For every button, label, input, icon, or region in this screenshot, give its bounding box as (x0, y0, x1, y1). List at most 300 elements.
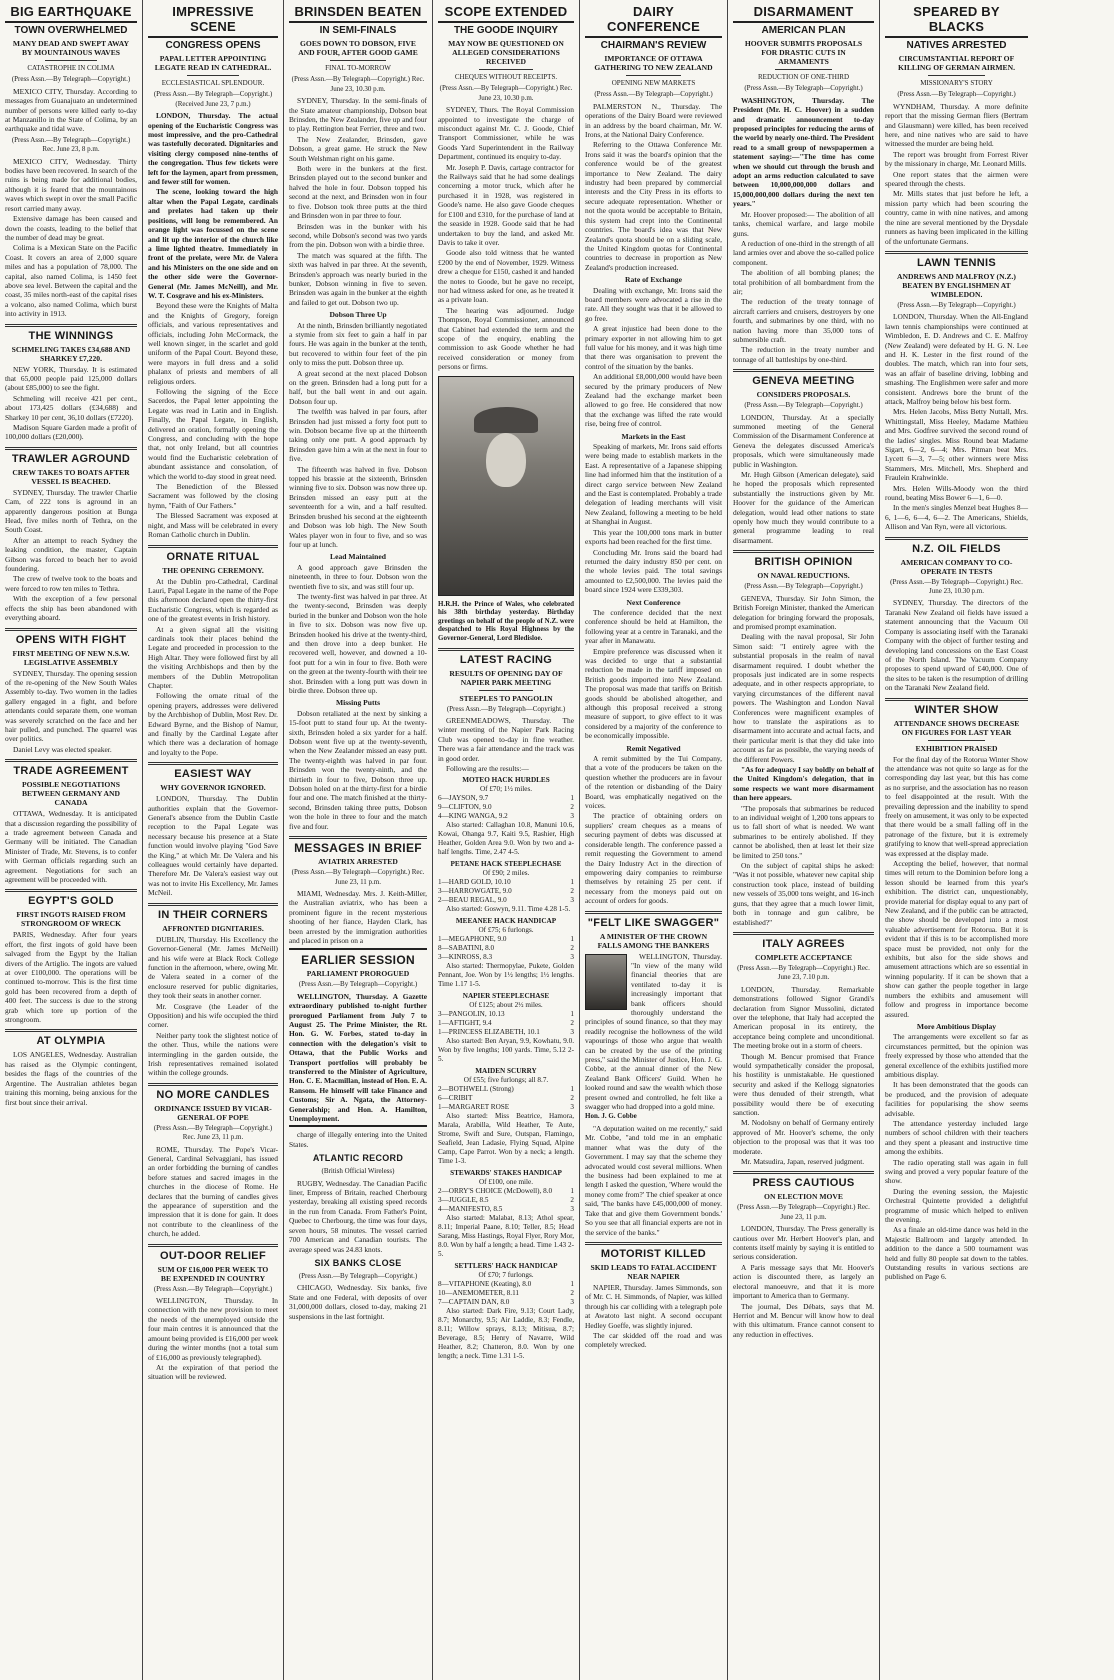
race-placing (438, 1010, 574, 1019)
winnings-body (5, 365, 137, 442)
credit-line: (Press Assn.—By Telegraph—Copyright.) (Received June 23, 7 p.m.) (153, 90, 273, 108)
scene-deck2: ECCLESIASTICAL SPLENDOUR. (161, 79, 265, 87)
scene-headline: IMPRESSIVE SCENE (148, 4, 278, 38)
oil-body (885, 578, 1028, 693)
paragraph: WELLINGTON, Thursday. "In view of the many wild financial theories that are ventilated to-day it is increasingly important that bank officers should thoroughly understand the principles of sound finance, so that they may readily recognise the hollowness of the wild vapourings of those who argue that wealth can be created by the use of the printing press," said the Minister of Justice, Hon. J. G. Cobbe, at the annual dinner of the New Zealand Bank Officers' Guild. When he looked round and saw the wealth which those present owned and controlled, he felt like a swagger who had dropped into a gold mine. (585, 951, 722, 1112)
paragraph: Mr. Hugh Gibson (American delegate), said he hoped the proposals which represented substantially the instructions given by Mr. Hoover for the guidance of the American delegation, would lead other nations to state openly how much they would contribute to a general programme leading to real disarmament. (733, 470, 874, 545)
divider (148, 762, 278, 765)
corners-deck: AFFRONTED DIGNITARIES. (162, 923, 264, 933)
paragraph: The attendance yesterday included large numbers of school children with their teachers and they spent a pleasant and instructive time among the exhibits. (885, 1118, 1028, 1157)
horse-name: 3—PANGOLIN, 10.13 (438, 1010, 505, 1019)
relief-headline: OUT-DOOR RELIEF (160, 1249, 266, 1262)
divider (148, 903, 278, 906)
paragraph: The crew of twelve took to the boats and were forced to row ten miles to Tethra. (5, 574, 137, 593)
horse-position: 2 (570, 1019, 574, 1028)
candles-body (148, 1124, 278, 1239)
paragraph: LONDON, Thursday. The actual opening of the Eucharistic Congress was most impressive, and the pro-Cathedral was tastefully decorated. Dignitaries and visiting clergy composed nine-tenths of the congregation. Thus few tickets were left for the laymen, apart from pressmen, and fewer still for women. (148, 111, 278, 187)
race-placing (438, 1094, 574, 1103)
divider (928, 75, 985, 76)
paragraph: A remit submitted by the Tui Company, that a vote of the producers be taken on the question whether the producers are in favour of the retention or disbanding of the Dairy Board, was emphatically negatived on the voices. (585, 754, 722, 811)
paragraph: The practice of obtaining orders on suppliers' cream cheques as a means of securing payment of debts was discussed at considerable length. The conference passed a remit requesting the Government to amend the Dairy Industry Act in the direction of empowering dairy companies to reimburse themselves by retaining 25 per cent. if necessary from the moneys paid out on account of orders for goods. (585, 811, 722, 906)
paragraph: SYDNEY, Thursday. The trawler Charlie Cam, of 222 tons is aground in an apparently dangerous position at Bunga Head, five miles north of Tethra, on the South Coast. (5, 487, 137, 535)
divider (5, 889, 137, 892)
winter-show-deck2: EXHIBITION PRAISED (915, 743, 998, 753)
paragraph: The report was brought from Forrest River by the missionary in charge, Mr. Leonard Mills. (885, 149, 1028, 169)
credit-line: (Press Assn.—By Telegraph—Copyright.) (744, 84, 863, 93)
race-placing (438, 1289, 574, 1298)
paragraph: LONDON, Thursday. When the All-England lawn tennis championships were continued at Wimbledon, E. D. Andrews and C. E. Malfroy (New Zealand) were defeated by H. G. N. Lee and H. K. Lester in the first round of the doubles. The match, which ran into four sets, was an affair of baseline driving, lobbing and smashing. The Englishmen were safer and more consistent. Andrews bore the brunt of the attack, Malfroy being below his best form. (885, 312, 1028, 406)
horse-position: 1 (570, 1085, 574, 1094)
race-purse: Of £90; 2 miles. (482, 869, 530, 878)
paragraph: The journal, Des Débats, says that M. Herriot and M. Bencur will know how to deal with this ultimatum. France cannot consent to any reduction in effectives. (733, 1301, 874, 1339)
horse-position: 3 (570, 1028, 574, 1037)
paragraph: The match was squared at the fifth. The sixth was halved in par three. At the seventh, Brinsden's approach was nearly buried in the bunker, Dobson winning in five to seven. Brinsden was again in the bunker at the eighth and failed to get out. Dobson two up. (289, 250, 427, 307)
paragraph: WYNDHAM, Thursday. A more definite report that the missing German fliers (Bertram and Glausmann) were killed, has been received here, and nine natives who are said to have witnessed the murder are being held. (885, 101, 1028, 149)
geneva-body (733, 401, 874, 545)
credit-line: (Press Assn.—By Telegraph—Copyright.) Rec. June 23, 11 p.m. (291, 868, 425, 886)
cobbe-portrait (585, 954, 627, 1010)
race-placing (438, 935, 574, 944)
divider (330, 60, 385, 61)
credit-line: (Press Assn.—By Telegraph—Copyright.) (897, 300, 1016, 309)
paragraph: Brinsden was in the bunker with his second, while Dobson's second was two yards from the pin. Dobson won with a birdie three. (289, 221, 427, 250)
paragraph: The hearing was adjourned. Judge Thompson, Royal Commissioner, announced that Cabinet had extended the term and the scope of the enquiry, enabling the commission to ask Goode whether he had received consideration or money from persons or firms. (438, 305, 574, 372)
horse-name: 9—CLIFTON, 9.0 (438, 803, 492, 812)
column-6 (728, 0, 880, 1680)
race-title: MOTEO HACK HURDLES (462, 776, 550, 785)
olympia-headline: AT OLYMPIA (36, 1035, 106, 1048)
candles-headline: NO MORE CANDLES (156, 1088, 270, 1101)
paragraph: Referring to the Ottawa Conference Mr. Irons said it was the board's opinion that the conference would be of the greatest importance to New Zealand. The dairy industry had been prepared by commercial interests and the City Press in its efforts to secure adequate representation. Whether or not the quota would be acceptable to Britain, this system had crept into the Continental countries. The board's idea was that New Zealand's quota should be on a sliding scale, the United Kingdom quotas for Continental countries to decrease in proportion as New Zealand's production increased. (585, 140, 722, 272)
credit-line: (Press Assn.—By Telegraph—Copyright.) Rec. June 23, 11 p.m. (153, 1123, 273, 1142)
horse-name: 6—JAYSON, 9.7 (438, 794, 489, 803)
divider (5, 1029, 137, 1032)
divider (438, 648, 574, 651)
scene-deck: PAPAL LETTER APPOINTING LEGATE READ IN CATHEDRAL. (154, 54, 272, 72)
race-notes: Also started: Ben Aryan, 9.9, Kowhatu, 9.0. Won by five lengths; 100 yards. Time, 5.12 2-5. (438, 1037, 574, 1064)
subheading: Rate of Exchange (625, 275, 682, 285)
horse-position: 3 (570, 1205, 574, 1214)
session-body (289, 980, 427, 1123)
horse-name: 2—BEAU REGAL, 9.0 (438, 896, 507, 905)
credit-line: (Press Assn.—By Telegraph—Copyright.) Rec. June 23, 10.30 p.m. (890, 577, 1023, 596)
brief-body (289, 868, 427, 945)
subheading: Remit Negatived (626, 743, 681, 753)
paragraph: Mr. Matsudira, Japan, reserved judgment. (741, 1157, 865, 1167)
race-purse: Of £70; 7 furlongs. (478, 1271, 534, 1280)
racing-headline: LATEST RACING (459, 653, 553, 666)
paragraph: RUGBY, Wednesday. The Canadian Pacific liner, Empress of Britain, reached Cherbourg yesterday, breaking all existing speed records in the run from Canada. From Father's Point, Quebec to Cherbourg, the time was four days, seven hours, 58 minutes. The vessel carried 700 American and Canadian tourists. The average speed was 24.83 knots. (289, 1178, 427, 1254)
horse-name: 7—CAPTAIN DAN, 8.0 (438, 1298, 510, 1307)
credit-line: (Press Assn.—By Telegraph—Copyright.) (11, 75, 131, 84)
paragraph: PARIS, Wednesday. After four years effort, the first ingots of gold have been salvaged from the Egypt by the Italian divers of the Artiglio. The ingots are valued at over £100,000. The operations will be continued to-morrow. This is the first time gold has been recovered from a depth of 400 feet. The success is due to the strong grab which tore up portion of the strongroom. (5, 930, 137, 1025)
paragraph: LONDON, Thursday. The Dublin authorities explain that the Governor-General's absence from the Dublin Castle reception to the Papal Legate was necessary because his presence at a State function would involve playing "God Save the King," at which Mr. De Valera and his colleagues would certainly have departed. Therefore Mr. De Valera's easiest way out was not to invite His Excellency, Mr. James McNeil. (148, 794, 278, 898)
scope-headline: SCOPE EXTENDED (438, 4, 574, 23)
paragraph: This year the 100,000 tons mark in butter exports had been reached for the first time. (585, 527, 722, 547)
paragraph: An additional £8,000,000 would have been secured by the primary producers of New Zealand had the exchange market been allowed to go free. He considered that now that the exchange was lifted the rate would rise, being free of control. (585, 372, 722, 429)
racing-deck: RESULTS OF OPENING DAY OF NAPIER PARK MEETING (449, 668, 563, 687)
column-1 (0, 0, 143, 1680)
egypt-deck: FIRST INGOTS RAISED FROM STRONGROOM OF WRECK (16, 910, 126, 929)
earthquake-subhead: TOWN OVERWHELMED (14, 25, 128, 36)
speared-body (885, 90, 1028, 246)
atlantic-body (289, 1167, 427, 1254)
racing-body (438, 705, 574, 774)
brinsden-deck: GOES DOWN TO DOBSON, FIVE AND FOUR, AFTER GOOD GAME (298, 39, 418, 57)
paragraph: PALMERSTON N., Thursday. The operations of the Dairy Board were reviewed in an address by the board chairman, Mr. W. Irons, at the National Dairy Conference. (585, 101, 722, 140)
paragraph: Though M. Bencur promised that France would sympathetically consider the proposal, his hostility is unmistakable. He questioned security and asked if the Kellogg signatories were thus denuded of their strength, what possibility would there be of executing sanction. (733, 1051, 874, 1117)
paragraph: Mr. Cosgrave (the Leader of the Opposition) and his wife occupied the third corner. (148, 1001, 278, 1030)
paragraph: One report states that the airmen were speared through the chests. (885, 169, 1028, 189)
paragraph: Extensive damage has been caused and down the coasts, leading to the belief that the number of dead may be great. (5, 214, 137, 242)
race-placing (438, 1085, 574, 1094)
dairy-deck: IMPORTANCE OF OTTAWA GATHERING TO NEW ZEALAND (594, 54, 713, 72)
easiest-headline: EASIEST WAY (174, 768, 252, 781)
italy-deck: COMPLETE ACCEPTANCE (754, 952, 853, 962)
geneva-deck: CONSIDERS PROPOSALS. (756, 390, 851, 400)
geneva-headline: GENEVA MEETING (752, 375, 855, 388)
paragraph: SYDNEY, Thursday. In the semi-finals of the State amateur championship, Dobson beat Brinsden, the New Zealander, five up and four to play. Rettington beat Ferrier, three and two. (289, 96, 427, 134)
winnings-headline: THE WINNINGS (28, 329, 114, 342)
dairy-deck2: OPENING NEW MARKETS (611, 79, 696, 87)
credit-line: (Press Assn.—By Telegraph—Copyright.) Rec. June 23, 10.30 p.m. (439, 84, 573, 102)
subheading: Missing Putts (335, 698, 381, 708)
paragraph: Speaking of markets, Mr. Irons said efforts were being made to establish markets in the East. A representative of a Japanese shipping line had informed him that the institution of a direct cargo service between New Zealand and the East is contemplated. Probably a trade delegation of leading merchants will visit New Zealand, following a meeting to be held at Shanghai in August. (585, 442, 722, 527)
swagger-headline: "FELT LIKE SWAGGER" (587, 916, 720, 929)
horse-name: 1—HARD GOLD, 10.10 (438, 878, 511, 887)
subheading: More Ambitious Display (916, 1021, 997, 1031)
olympia-body (5, 1050, 137, 1106)
horse-position: 3 (570, 953, 574, 962)
race-purse: Of £70; 1½ miles. (479, 785, 533, 794)
paragraph: Mr. Joseph P. Davis, cartage contractor for the Railways said that he had some dealings concerning a motor truck, which after he purchased it in 1928, was registered in Goode's name. He also gave Goode cheques for £100 and £310, for the purchase of land at the seaside in 1928. Goode said that he had undertaken to buy the land, and asked Mr. Davis to take it over. (438, 162, 574, 247)
column-7 (880, 0, 1033, 1680)
credit-line: (Press Assn.—By Telegraph—Copyright.) (153, 1284, 273, 1293)
divider (626, 75, 681, 76)
race-placing (438, 1028, 574, 1037)
paragraph: charge of illegally entering into the United States. (289, 1130, 427, 1149)
corners-body (148, 935, 278, 1078)
scope-body (438, 84, 574, 371)
credit-line: (Press Assn.—By Telegraph—Copyright.) Rec. June 23, 8 p.m. (11, 135, 131, 154)
horse-name: 1—AFTIGHT, 9.4 (438, 1019, 492, 1028)
paragraph: The abolition of all bombing planes; the total prohibition of all bombardment from the air; (733, 268, 874, 296)
divider (479, 690, 533, 691)
winter-show-body (885, 755, 1028, 1282)
trade-body (5, 809, 137, 884)
divider (733, 369, 874, 372)
horse-position: 1 (570, 1010, 574, 1019)
relief-deck: SUM OF £16,000 PER WEEK TO BE EXPENDED IN COUNTRY (157, 1264, 269, 1283)
paragraph: Following are the results:— (446, 764, 529, 773)
paragraph: The arrangements were excellent so far as circumstances permitted, but the opinion was freely expressed by those who attended that the general excellence of the exhibits justified more ambitious display. (885, 1032, 1028, 1079)
horse-name: 2—ORRY'S CHOICE (McDowell), 8.0 (438, 1187, 553, 1196)
paragraph: "The proposals that submarines be reduced to an individual weight of 1,200 tons appears to us to fall short of what is needed. We want submarines to be entirely abolished. If they cannot be abolished, then at least let their size be limited to 250 tons." (733, 803, 875, 860)
ritual-deck: THE OPENING CEREMONY. (162, 565, 264, 575)
dairy-headline: DAIRY CONFERENCE (585, 4, 722, 38)
horse-position: 1 (570, 794, 574, 803)
british-headline: BRITISH OPINION (754, 556, 853, 569)
paragraph: Mrs. Helen Wills-Moody won the third round, beating Miss Bower 6—1, 6—0. (885, 483, 1028, 503)
credit-line: (Press Assn.—By Telegraph—Copyright.) (298, 980, 418, 989)
horse-name: 1—MEGAPHONE, 9.0 (438, 935, 507, 944)
banks-headline: SIX BANKS CLOSE (314, 1257, 402, 1268)
disarmament-subhead: AMERICAN PLAN (761, 25, 846, 36)
disarmament-body (733, 84, 874, 364)
paragraph: A Paris message says that Mr. Hoover's action is discounted there, as largely an electoral manoeuvre, and that it is more important to America than to Germany. (733, 1262, 874, 1301)
scope-deck2: CHEQUES WITHOUT RECEIPTS. (454, 73, 558, 81)
session-deck: PARLIAMENT PROROGUED (306, 969, 410, 979)
horse-name: 3—HARROWGATE, 9.0 (438, 887, 512, 896)
paragraph: LOS ANGELES, Wednesday. Australian has raised as the Olympic contingent, besides the flags of the countries of the Argentine. The Australian athletes began training this morning, being anxious for the first bout since their arrival. (5, 1050, 137, 1107)
divider (5, 324, 137, 327)
horse-name: 4—KING WANGA, 9.2 (438, 812, 508, 821)
race-placing (438, 1019, 574, 1028)
subheading: Dobson Three Up (329, 310, 387, 320)
divider (5, 447, 137, 450)
fight-deck: FIRST MEETING OF NEW N.S.W. LEGISLATIVE ASSEMBLY (12, 648, 130, 667)
column-3 (284, 0, 433, 1680)
race-title: PETANE HACK STEEPLECHASE (450, 860, 562, 869)
paragraph: The twenty-first was halved in par three. At the twenty-second, Brinsden was deeply buried in the bunker and Dobson won the hole in five to six. Dobson was now five up. Brinsden hooked his drive at the twenty-third, and then drove into a deep bunker. He recovered well, however, and downed a 10-foot putt for a win in four to five. Both were on the green at the twenty-fourth with their tee shot. Brinsden with a long putt was down in birdie three. Dobson three up. (289, 591, 427, 695)
speared-subhead: NATIVES ARRESTED (906, 40, 1007, 51)
paragraph: The New Zealander, Brinsden, gave Dobson, a great game. He struck the New South Welshman right on his game. (289, 134, 427, 163)
horse-name: 8—SABATINI, 8.0 (438, 944, 495, 953)
paragraph: A reduction of one-third in the strength of all land armies over and above the so-called police component. (733, 238, 874, 267)
paragraph: GREENMEADOWS, Thursday. The winter meeting of the Napier Park Racing Club was opened to-day in fine weather. There was a fair attendance and the track was in good order. (438, 715, 574, 763)
paragraph: The twelfth was halved in par fours, after Brinsden had just missed a forty foot putt to win. Dobson became five up at the thirteenth taking only one putt. A good approach by Brinsden gave him a win at the next in four to five. (289, 407, 427, 464)
paragraph: For the final day of the Rotorua Winter Show the attendance was not quite so large as for the corresponding day last year, but this has come as no surprise, and the association has no reason to feel disappointed at the result. With the prevailing depression and the inability to spend freely on amusement, it was only to be expected that there would be a small falling off in the patronage of the fixture, but it is extremely gratifying to know that well-spread appreciation was expressed at the display made. (885, 754, 1028, 858)
column-5 (580, 0, 728, 1680)
race-title: SETTLERS' HACK HANDICAP (454, 1262, 558, 1271)
photo-caption: H.R.H. the Prince of Wales, who celebrated his 38th birthday yesterday. Birthday greetings on behalf of the people of N.Z. were despatched to His Royal Highness by the Governor-General, Lord Bledisloe. (438, 599, 574, 642)
photo-face-shape (486, 433, 526, 487)
earthquake-headline: BIG EARTHQUAKE (5, 4, 137, 23)
horse-position: 2 (570, 887, 574, 896)
paragraph: A good approach gave Brinsden the nineteenth, in three to four. Dobson won the twentieth five to six, and was still four up. (289, 562, 427, 591)
trawler-headline: TRAWLER AGROUND (11, 452, 131, 465)
paragraph: "As for adequacy I say boldly on behalf of the United Kingdom's delegation, that in some respects we want more disarmament than here appears. (733, 765, 874, 803)
paragraph: WASHINGTON, Thursday. The President (Mr. H. C. Hoover) in a sudden and dramatic announcement to-day proposed principles for reducing the arms of the world by nearly one-third. The President read to a small group of newspapermen a statement saying:—"The time has come when we should cut through the brush and adopt an arms reduction calculated to save between 10,000,000,000 dollars and 15,000,000,000 dollars during the next ten years." (733, 95, 874, 209)
divider (289, 836, 427, 839)
divider (45, 60, 98, 61)
trade-deck: POSSIBLE NEGOTIATIONS BETWEEN GERMANY AND CANADA (21, 780, 121, 808)
press-deck: ON ELECTION MOVE (764, 1192, 843, 1202)
horse-position: 1 (570, 1280, 574, 1289)
horse-position: 1 (570, 878, 574, 887)
horse-position: 3 (570, 896, 574, 905)
paragraph: A great second at the next placed Dobson on the green. Brinsden had a long putt for a half, but the ball went in and out again. Dobson four up. (289, 368, 427, 406)
horse-name: 1—PRINCESS ELIZABETH, 10.1 (438, 1028, 540, 1037)
motorist-headline: MOTORIST KILLED (600, 1247, 707, 1260)
candles-deck: ORDINANCE ISSUED BY VICAR-GENERAL OF POPE (154, 1103, 272, 1122)
race-placing (438, 1280, 574, 1289)
race-notes: Also started: Dark Fire, 9.13; Court Lady, 8.7; Monarchy, 9.5; Air Laddie, 8.3; Fendle, 8.11; Willow sprays, 8.13; Mitisua, 8.7; Beverage, 8.5; Henry of Navarre, Wild Heather, 8.2; Chatteron, 8.0. Won by one length; a neck. Time 1.31 1-5. (438, 1307, 574, 1361)
scope-subhead: THE GOODE INQUIRY (453, 25, 559, 36)
credit-line: (Press Assn.—By Telegraph—Copyright.) (594, 90, 713, 99)
horse-name: 2—BOTHWELL (Strong) (438, 1085, 514, 1094)
paragraph: Dealing with exchange, Mr. Irons said the board members were advocated a rise in the rate. All they sought was that it be allowed to go free. (585, 285, 722, 323)
paragraph: Colima is a Mexican State on the Pacific Coast. It covers an area of 2,000 square miles and has a population of 78,000. The capital, also named Colima, is 1450 feet above sea level. Between the capital and the coast, 35 miles north-east of the capital rises a volcano, also named Colima, which burst into activity in 1913. (5, 243, 137, 319)
paragraph: Concluding Mr. Irons said the board had returned the dairy industry 850 per cent. on the whole levies paid. The total savings amounted to £2,500,000. The levies paid the board since 1924 were £339,303. (585, 547, 722, 595)
oil-deck: AMERICAN COMPANY TO CO-OPERATE IN TESTS (900, 557, 1013, 576)
disarmament-headline: DISARMAMENT (733, 4, 874, 23)
paragraph: Daniel Levy was elected speaker. (13, 744, 112, 754)
credit-line: (Press Assn.—By Telegraph—Copyright.) (897, 90, 1016, 99)
egypt-body (5, 930, 137, 1024)
paragraph: Mr. Hoover proposed:— The abolition of all tanks, chemical warfare, and large mobile guns. (733, 209, 874, 238)
divider (187, 75, 239, 76)
paragraph: ROME, Thursday. The Pope's Vicar-General, Cardinal Selvaggiani, has issued an order forbidding the burning of candles before statues and sacred images in the churches in the diocese of Rome. He declares that the burning of candles gives the appearance of superstition and the impression that it is done for gain. It does not contribute to the cleanliness of the church, he added. (148, 1144, 278, 1239)
paragraph: At the ninth, Brinsden brilliantly negotiated a stymie from six feet to gain a half in par fours. He was again in the bunker at the tenth, but recovered to within four feet of the pin only to miss the putt. Dobson three up. (289, 320, 427, 368)
prince-of-wales-photo (438, 376, 574, 596)
subheading: Markets in the East (621, 431, 686, 441)
ritual-body (148, 577, 278, 758)
race-placing (438, 896, 574, 905)
horse-position: 2 (570, 944, 574, 953)
paragraph: NEW YORK, Thursday. It is estimated that 65,000 people paid 125,000 dollars (about £85,000) to see the fight. (5, 364, 137, 393)
paragraph: During the evening session, the Majestic Orchestral Quintette provided a delightful programme of music which helped to enliven the evening. (885, 1186, 1028, 1225)
session-box (289, 948, 427, 1127)
paragraph: MEXICO CITY, Wednesday. Thirty bodies have been recovered. In search of the ruins is being made for additional bodies, although it is feared that the mountainous waves which swept in over the small Pacific resort carried many away. (5, 156, 137, 213)
speared-deck: CIRCUMSTANTIAL REPORT OF KILLING OF GERMAN AIRMEN. (897, 54, 1015, 72)
paragraph: SYDNEY, Thursday. The directors of the Taranaki New Zealand oil fields have issued a statement announcing that the Vacuum Oil Company is associating itself with the Taranaki Company with the object of further testing and developing land concessions on the East Coast of the North Island. The Vacuum Company proposes to spend upward of £40,000. One of the sites to be taken is the resumption of drilling on the Taranaki New Zealand field. (885, 598, 1028, 693)
british-body (733, 582, 874, 927)
winnings-deck: SCHMELING TAKES £34,688 AND SHARKEY £7,220. (11, 344, 131, 363)
race-results (438, 776, 574, 1361)
tennis-body (885, 301, 1028, 532)
scene-body (148, 90, 278, 539)
horse-position: 2 (570, 1196, 574, 1205)
race-placing (438, 803, 574, 812)
divider (585, 911, 722, 914)
divider (733, 932, 874, 935)
earthquake-deck2: CATASTROPHE IN COLIMA (27, 64, 115, 72)
divider (885, 537, 1028, 540)
paragraph: GENEVA, Thursday. Sir John Simon, the British Foreign Minister, thanked the American delegation for bringing forward the proposals, and promised prompt examination. (733, 593, 874, 631)
paragraph: Dobson retaliated at the next by sinking a 15-foot putt to stand four up. At the twenty-sixth, Brinsden holed a six yarder for a half. Dobson went five up at the twenty-seventh, when the New Zealander missed an easy putt. The twenty-eighth was halved in par four. Brinsden won the twenty-ninth, and the thirtieth in four to five, Dobson three up. Dobson holed on at the thirty-first for a birdie four and one. The match finished at the thirty-second, Brinsden taking three putts, Dobson won the hole in three to four and the match five and four. (289, 708, 427, 831)
italy-headline: ITALY AGREES (762, 937, 845, 950)
subheading: Next Conference (626, 597, 681, 607)
divider (148, 1244, 278, 1247)
race-purse: Of £75; 6 furlongs. (478, 926, 534, 935)
swagger-body (585, 952, 722, 1237)
paragraph: In the men's singles Menzel beat Hughes 8—6, 1—6, 6—4, 6—2. The Americans, Shields, Allison and Van Ryn, were all victorious. (885, 503, 1028, 532)
scope-deck: MAY NOW BE QUESTIONED ON ALLEGED CONSIDERATIONS RECEIVED (448, 39, 564, 66)
winter-show-deck: ATTENDANCE SHOWS DECREASE ON FIGURES FOR LAST YEAR (893, 718, 1020, 737)
paragraph: LONDON, Thursday. Remarkable demonstrations followed Signor Grandi's declaration from Signor Mussolini, dictated over the telephone, that Italy had accepted the American proposal in its entirety, the acceptance being complete and unconditional. The meeting broke out in a storm of cheers. (733, 984, 874, 1051)
oil-headline: N.Z. OIL FIELDS (912, 542, 1001, 555)
paragraph: After an attempt to reach Sydney the leaking condition, the master, Captain Gibson was forced to beach her to avoid foundering. (5, 535, 137, 574)
brinsden-subhead: IN SEMI-FINALS (319, 25, 397, 36)
paragraph: Empire preference was discussed when it was decided to urge that a substantial reduction be made in the tariff imposed on British goods imported into New Zealand. The proposal was made that tariffs on British goods should be abolished altogether, and although this proposal received a strong measure of support, to give effect to it was considered by a majority of the conference to be economically impossible. (585, 646, 722, 741)
dairy-subhead: CHAIRMAN'S REVIEW (600, 40, 707, 51)
divider (479, 69, 533, 70)
race-notes: Also started: Miss Beatrice, Hamora, Marala, Arabilla, Wild Heather, Te Aute, Strome, Swift and Sure, Outspan, Flamingo, Seafield, Jean Ladasie, Flying Squad, Alpine Camp, Cape Parrot. Won by a neck; a length. Time 1-3. (438, 1112, 574, 1166)
paragraph: "A deputation waited on me recently," said Mr. Cobbe, "and told me in an emphatic manner what was the duty of the Government. I may say that the scheme they advocated would cost several millions. When the business had been explained to me at length I asked the question, 'Where would the money come from?' The chief speaker at once said, 'The banks have £45,000,000 of money. Take that and give them Government bonds.' So you see that all financial experts are not in the service of the banks." (585, 1124, 722, 1237)
brief-headline: MESSAGES IN BRIEF (294, 841, 422, 856)
race-notes: Also started: Callaghan 10.8, Manuni 10.6, Kowai, Ohanga 9.7, Kaiti 9.5, Rashier, High Heather, Golden Area 9.0. Won by two and a-half lengths. Time, 2.47 4-5. (438, 821, 574, 857)
race-placing (438, 878, 574, 887)
ritual-headline: ORNATE RITUAL (166, 550, 260, 563)
paragraph: At the Dublin pro-Cathedral, Cardinal Lauri, Papal Legate in the name of the Pope this afternoon declared open the thirty-first Eucharistic Congress, which is regarded as one of the greatest events in Irish history. (148, 576, 278, 624)
disarmament-deck2: REDUCTION OF ONE-THIRD (758, 73, 849, 81)
paragraph: Mrs. Helen Jacobs, Miss Betty Nuttall, Mrs. Whittingstall, Miss Heeley, Madame Mathieu and Mrs. Godfree survived the second round of the ladies' singles. Miss Round beat Madame Sigart, 6—2, 6—4; Mrs. Pitman beat Mrs. Lycett 6—3, 7—5; other winners were Miss Stammers, Mrs. Mitchell, Mrs. Shepherd and Fraulein Krahwinkle. (885, 407, 1028, 483)
race-placing (438, 1196, 574, 1205)
paragraph: MIAMI, Wednesday. Mrs. J. Keith-Miller, the Australian aviatrix, who has been a prominent figure in the recent mysterious shooting of her fiance, Hayden Clark, has been arrested by the immigration authorities and placed in prison on a (289, 888, 427, 945)
swagger-deck: A MINISTER OF THE CROWN FALLS AMONG THE BANKERS (597, 931, 710, 950)
brinsden-deck2: FINAL TO-MORROW (325, 64, 391, 72)
race-title: MAIDEN SCURRY (475, 1067, 537, 1076)
credit-line: (Press Assn.—By Telegraph—Copyright.) Rec. June 23, 11 p.m. (737, 1203, 870, 1221)
paragraph: At the expiration of that period the situation will be reviewed. (148, 1362, 278, 1382)
horse-position: 2 (570, 1094, 574, 1103)
horse-position: 3 (570, 1103, 574, 1112)
divider (5, 759, 137, 762)
divider (148, 1083, 278, 1086)
horse-position: 1 (570, 935, 574, 944)
press-body (733, 1203, 874, 1339)
race-placing (438, 944, 574, 953)
italy-body (733, 964, 874, 1167)
horse-position: 3 (570, 812, 574, 821)
race-placing (438, 1205, 574, 1214)
tennis-headline: LAWN TENNIS (916, 256, 997, 269)
paragraph: CHICAGO, Wednesday. Six banks, five State and one Federal, with deposits of over 31,000,000 dollars, closed to-day, making 21 suspensions in the last fortnight. (289, 1283, 427, 1321)
tennis-deck: ANDREWS AND MALFROY (N.Z.) BEATEN BY ENGLISHMEN AT WIMBLEDON. (897, 271, 1016, 299)
trade-headline: TRADE AGREEMENT (13, 765, 129, 778)
disarmament-deck: HOOVER SUBMITS PROPOSALS FOR DRASTIC CUTS IN ARMAMENTS (744, 39, 863, 66)
paragraph: MEXICO CITY, Thursday. According to messages from Guanajuato an undetermined number of persons were killed early to-day at Manzanillo in the State of Colima, by an earthquake and tidal wave. (5, 86, 137, 134)
paragraph: With the exception of a few personal effects the ship has been abandoned with everything aboard. (5, 594, 137, 623)
paragraph: The scene, looking toward the high altar when the Papal Legate, cardinals and prelates had taken up their positions, will long be remembered. An orange light was focussed on the scene and lit up the interior of the church like a lime lighted theatre. Immediately in front of the prelate, were Mr. de Valera and his Ministers on the one side and on the other side were the Governor-General (Mr. James McNeill), and Mr. W. T. Cosgrave and his ex-Ministers. (148, 187, 278, 300)
race-placing (438, 953, 574, 962)
motorist-deck: SKID LEADS TO FATAL ACCIDENT NEAR NAPIER (590, 1262, 717, 1281)
corners-headline: IN THEIR CORNERS (158, 908, 268, 921)
trawler-body (5, 488, 137, 623)
earthquake-deck: MANY DEAD AND SWEPT AWAY BY MOUNTAINOUS WAVES (12, 39, 130, 57)
paragraph: Beyond these were the Knights of Malta and the Knights of Gregory, foreign officials, and various representatives and officials, including John McCormack, the well known singer, in the scarlet and gold uniform of the Papal Court. Beyond these, were mayors in full dress and a solid phalanx of priests and members of all religious orders. (148, 301, 278, 386)
credit-line: (Press Assn.—By Telegraph—Copyright.) (298, 1271, 418, 1280)
divider (5, 628, 137, 631)
divider (928, 740, 985, 741)
paragraph: The Benediction of the Blessed Sacrament was followed by the closing hymn, "Faith of Our Fathers." (148, 482, 278, 510)
subheading: Lead Maintained (330, 552, 386, 562)
race-notes: Also started: Malabat, 8.13; Athol spear, 8.11; Imperial Paane, 8.10; Teller, 8.5; Head Sarang, Miss Hastings, Royal Flyer, Rory Mor, 8.0. Won by half a length; a head. Time 1.43 2-5. (438, 1214, 574, 1259)
paragraph: Dealing with the naval proposal, Sir John Simon said: "I entirely agree with the substantial proposals in the realm of naval disarmament required. I doubt whether the proposals just indicated are in some respects adequate, and in other respects appropriate, to varying circumstances of the different naval powers. The Washington and London Naval Conferences were magnificent examples of how to translate the aspirations as to disarmament into accurate and actual facts, and their particular merit is that they did take into account as far as possible, the varying needs of the different Powers. (733, 632, 874, 764)
brief-deck: AVIATRIX ARRESTED (318, 857, 398, 867)
horse-name: 6—CRIBIT (438, 1094, 473, 1103)
brief-continued (289, 1130, 427, 1149)
race-placing (438, 887, 574, 896)
divider (733, 1171, 874, 1174)
atlantic-headline: ATLANTIC RECORD (312, 1153, 404, 1164)
credit-line: (Press Assn.—By Telegraph—Copyright.) (744, 582, 863, 591)
race-placing (438, 1298, 574, 1307)
paragraph: SYDNEY, Thurs. The Royal Commission appointed to investigate the charge of misconduct against Mr. C. J. Goode, Chief Transport Commissioner, while he was Goods Yard Superintendent in the Railway Department, continued its enquiry to-day. (438, 105, 574, 162)
session-headline: EARLIER SESSION (301, 953, 415, 968)
paragraph: Both were in the bunkers at the first. Brinsden played out to the second bunker and halved the hole in four. Dobson topped his second at the next, and Brinsden won in four to five. Dobson took three putts at the third and Brinsden won in par three to four. (289, 164, 427, 221)
paragraph: Madison Square Garden made a profit of 100,000 dollars (£20,000). (5, 423, 137, 442)
photo-cap-shape (474, 407, 538, 433)
race-title: MEEANEE HACK HANDICAP (455, 917, 557, 926)
race-purse: Of £125; about 2½ miles. (469, 1001, 543, 1010)
paragraph: WELLINGTON, Thursday. In connection with the new provision to meet the needs of the unemployed outside the four main centres it is announced that the amount being provided is £16,000 per week during the winter months (not a total sum of £16,000 as previously telegraphed). (148, 1296, 278, 1362)
easiest-body (148, 794, 278, 897)
column-4 (433, 0, 580, 1680)
credit-line: (Press Assn.—By Telegraph—Copyright.) (446, 704, 566, 713)
horse-name: 8—VITAPHONE (Keating), 8.0 (438, 1280, 532, 1289)
